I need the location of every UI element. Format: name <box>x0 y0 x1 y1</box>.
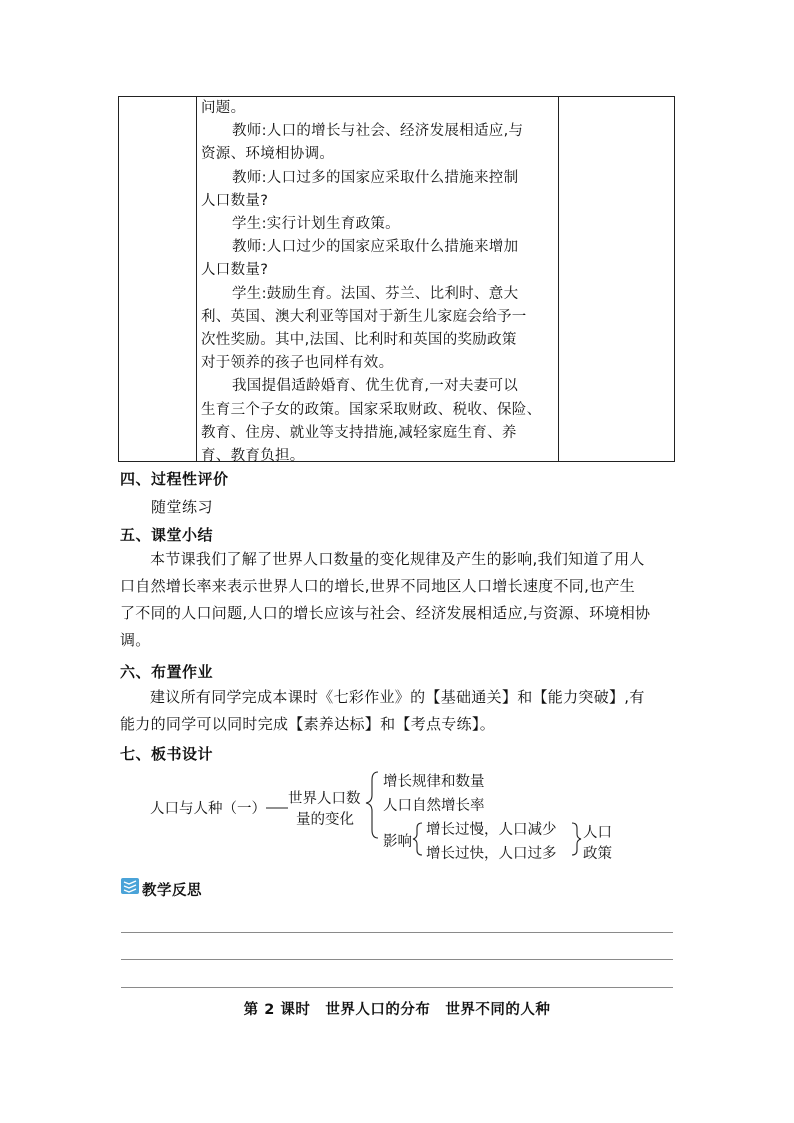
board-leaf-fast-growth: 增长过快，人口过多 <box>426 846 557 862</box>
table-line: 教师:人口过多的国家应采取什么措施来控制 <box>232 169 519 186</box>
table-line: 对于领养的孩子也同样有效。 <box>201 355 394 372</box>
summary-line: 本节课我们了解了世界人口数量的变化规律及产生的影响,我们知道了用人 <box>150 550 645 568</box>
table-line: 人口数量? <box>201 192 269 209</box>
summary-line: 了不同的人口问题,人口的增长应该与社会、经济发展相适应,与资源、环境相协 <box>120 604 651 622</box>
board-branch-growth-rate: 人口自然增长率 <box>383 798 485 814</box>
table-line: 教育、住房、就业等支持措施,减轻家庭生育、养 <box>201 424 517 441</box>
next-lesson-title: 第 2 课时 世界人口的分布 世界不同的人种 <box>243 1002 551 1018</box>
section-heading-board-design: 七、板书设计 <box>120 745 214 763</box>
board-branch-impact: 影响 <box>383 834 412 850</box>
table-line: 学生:鼓励生育。法国、芬兰、比利时、意大 <box>232 285 519 302</box>
table-line: 人口数量? <box>201 262 269 279</box>
evaluation-text: 随堂练习 <box>151 498 214 516</box>
board-mid-line1: 世界人口数 <box>288 791 361 807</box>
section-heading-homework: 六、布置作业 <box>120 663 214 681</box>
board-brace-main <box>366 772 378 838</box>
board-brace-policy <box>572 823 581 855</box>
table-line: 教师:人口过少的国家应采取什么措施来增加 <box>232 239 519 256</box>
table-line: 次性奖励。其中,法国、比利时和英国的奖励政策 <box>201 332 517 349</box>
table-line: 教师:人口的增长与社会、经济发展相适应,与 <box>232 123 524 140</box>
summary-line: 口自然增长率来表示世界人口的增长,世界不同地区人口增长速度不同,也产生 <box>120 577 636 595</box>
table-line: 资源、环境相协调。 <box>201 146 335 163</box>
homework-line: 能力的同学可以同时完成【素养达标】和【考点专练】。 <box>120 715 496 733</box>
reflection-title: 教学反思 <box>142 883 202 899</box>
board-branch-growth-law: 增长规律和数量 <box>383 774 485 790</box>
section-heading-summary: 五、课堂小结 <box>120 526 214 544</box>
homework-line: 建议所有同学完成本课时《七彩作业》的【基础通关】和【能力突破】,有 <box>150 688 645 706</box>
section-heading-evaluation: 四、过程性评价 <box>120 470 229 488</box>
table-line: 育、教育负担。 <box>201 448 305 465</box>
book-icon <box>120 876 140 896</box>
table-line: 我国提倡适龄婚育、优生优育,一对夫妻可以 <box>232 378 519 395</box>
board-end-line2: 政策 <box>583 846 612 862</box>
summary-line: 调。 <box>120 631 151 649</box>
table-line: 问题。 <box>201 100 246 116</box>
table-line: 学生:实行计划生育政策。 <box>232 216 400 233</box>
table-line: 生育三个子女的政策。国家采取财政、税收、保险、 <box>201 401 542 418</box>
board-mid-line2: 量的变化 <box>296 812 354 828</box>
board-root-label: 人口与人种（一） <box>150 801 266 817</box>
table-line: 利、英国、澳大利亚等国对于新生儿家庭会给予一 <box>201 308 527 325</box>
reflection-line <box>121 932 673 933</box>
board-brace-impact <box>413 823 422 855</box>
reflection-line <box>121 959 673 960</box>
board-end-line1: 人口 <box>583 825 612 841</box>
reflection-line <box>121 987 673 988</box>
board-leaf-slow-growth: 增长过慢，人口减少 <box>426 822 557 838</box>
